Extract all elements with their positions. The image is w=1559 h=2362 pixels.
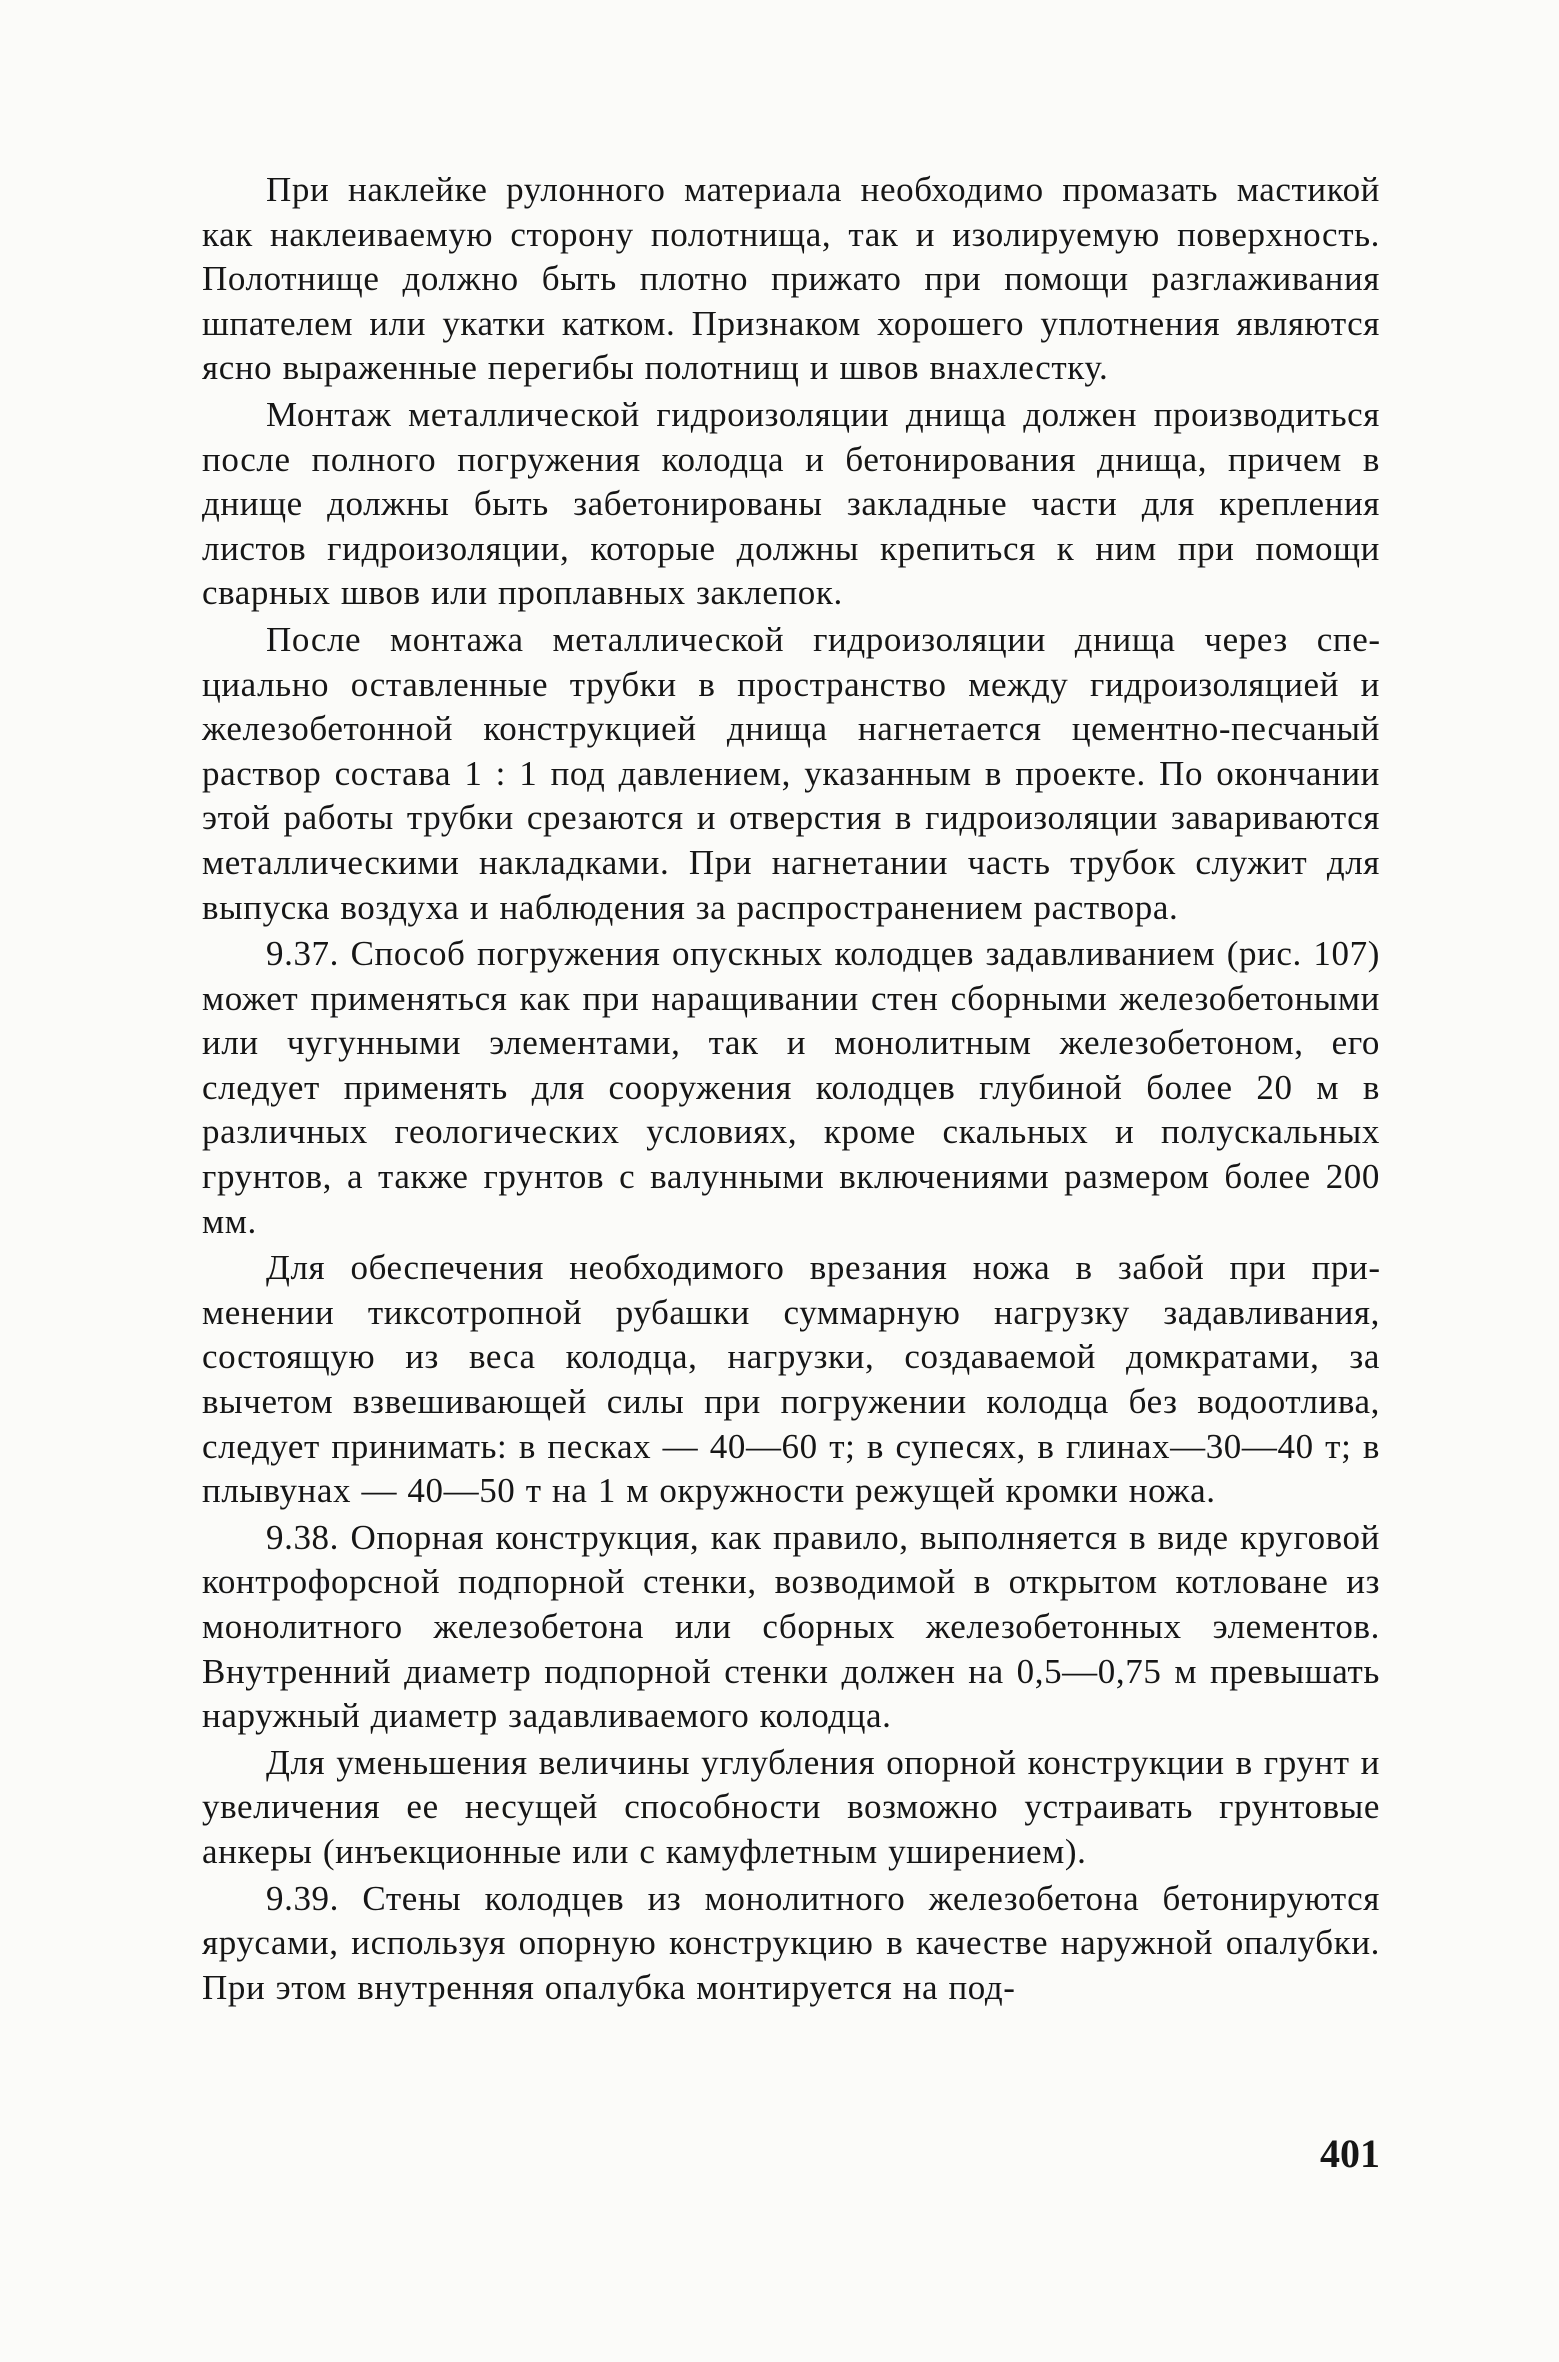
paragraph-section-9-37: 9.37. Способ погружения опускных колодцев задавливанием (рис. 107) может применяться как при наращивании стен сборными железобетоными или чугунными элементами, так и монолитным железобетоном, его следует применять для сооружения колодцев глубиной более 20 м в различных геологических условиях, кроме скальных и полускальных грунтов, а также грунтов с валунными включениями размером более 200 мм. [202,934,1380,1241]
page-number: 401 [1320,2131,1380,2176]
paragraph-rolled-material: При наклейке рулонного материала необходимо промазать мастикой как наклеиваемую сторону полотнища, так и изолируемую поверхность. Полотнище должно быть плотно прижато при помощи разглаживания шпателем или укатки катком. Признаком хорошего уплотнения являются ясно выраженные перегибы полотнищ и швов внахлестку. [202,170,1380,388]
paragraph-section-9-38: 9.38. Опорная конструкция, как правило, выполняется в виде круговой контрофорсной подпорной стенки, возводимой в открытом котловане из монолитного железобетона или сборных железобетонных элементов. Внутренний диаметр подпорной стенки должен на 0,5—0,75 м превышать наружный диаметр задавливаемого колодца. [202,1517,1380,1736]
paragraph-grout-injection: После монтажа металлической гидроизоляции днища через специально оставленные трубки в пространство между гидроизоляцией и железобетонной конструкцией днища нагнетается цементно-песчаный раствор состава 1 : 1 под давлением, указанным в проекте. По окончании этой работы трубки срезаются и отверстия в гидроизоляции завариваются металлическими накладками. При нагнетании часть трубок служит для выпуска воздуха и наблюдения за распространением раствора. [202,619,1380,927]
paragraph-ground-anchors: Для уменьшения величины углубления опорной конструкции в грунт и увеличения ее несущей способности возможно устраивать грунтовые анкеры (инъекционные или с камуфлетным уширением). [202,1742,1380,1871]
paragraph-knife-penetration-load: Для обеспечения необходимого врезания ножа в забой при применении тиксотропной рубашки суммарную нагрузку задавливания, состоящую из веса колодца, нагрузки, создаваемой домкратами, за вычетом взвешивающей силы при погружении колодца без водоотлива, следует принимать: в песках — 40—60 т; в супесях, в глинах—30—40 т; в плывунах — 40—50 т на 1 м окружности режущей кромки ножа. [202,1248,1380,1511]
paragraph-metal-waterproofing-mounting: Монтаж металлической гидроизоляции днища должен производиться после полного погружения колодца и бетонирования днища, причем в днище должны быть забетонированы закладные части для крепления листов гидроизоляции, которые должны крепиться к ним при помощи сварных швов или проплавных заклепок. [202,394,1380,613]
body-text [202,168,1380,2012]
paragraph-section-9-39: 9.39. Стены колодцев из монолитного железобетона бетонируются ярусами, используя опорную конструкцию в качестве наружной опалубки. При этом внутренняя опалубка монтируется на под- [202,1878,1380,2007]
